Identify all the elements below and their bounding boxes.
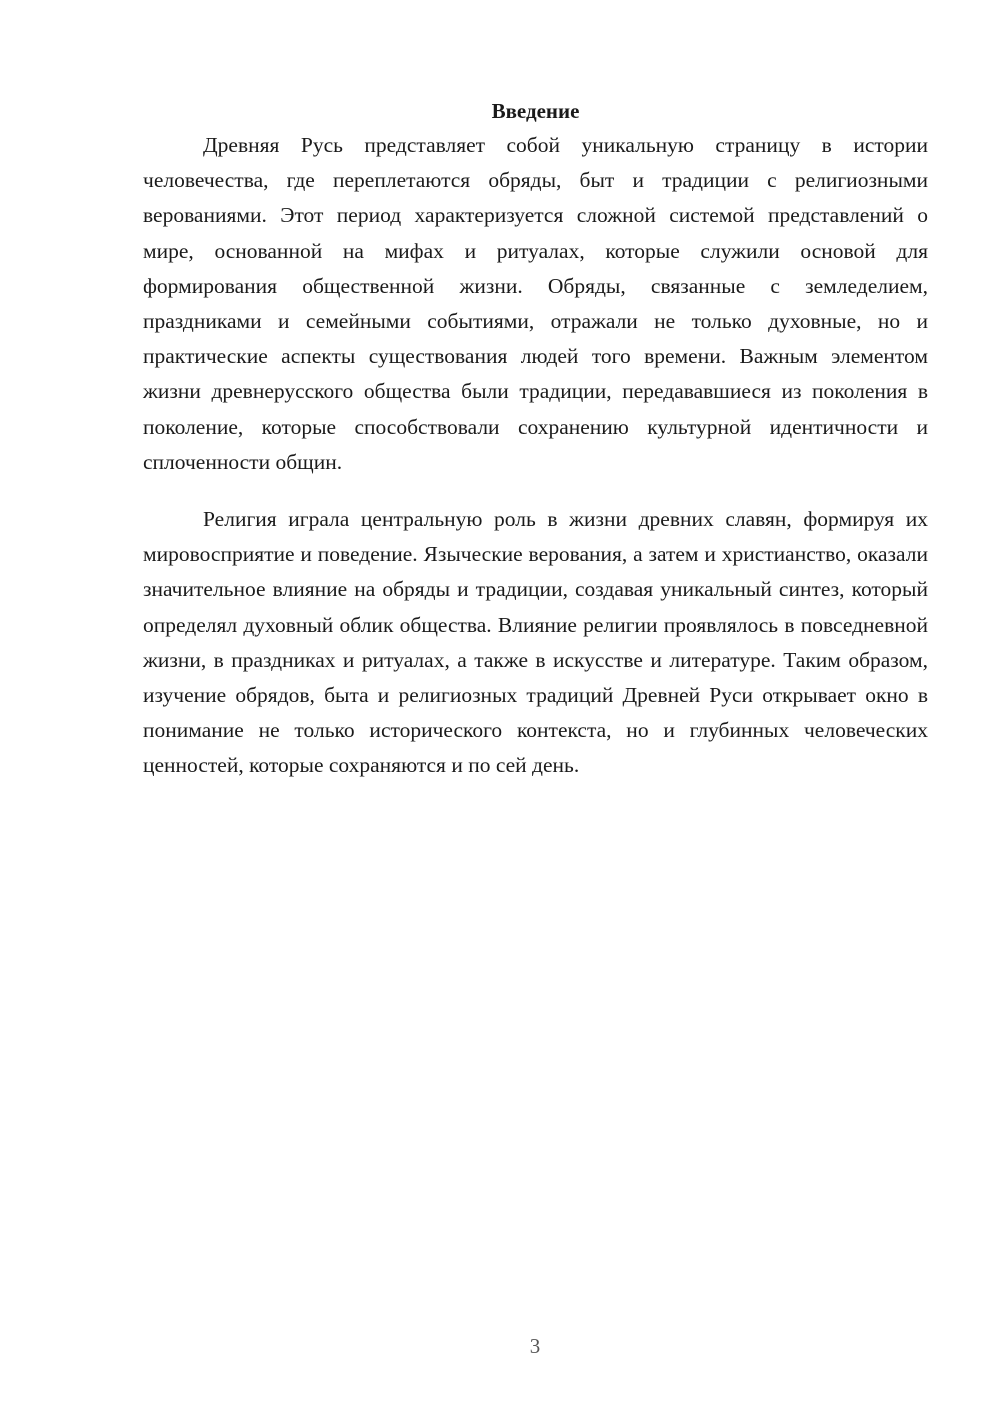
- section-heading: Введение: [491, 99, 580, 123]
- page-number: 3: [529, 1334, 541, 1358]
- paragraph-2: Религия играла центральную роль в жизни древних славян, формируя их мировосприятие и поведение. Языческие верования, а затем и христианство, оказали значительное влияние на обряды и традиции, создавая уникальный синтез, который определял духовный облик общества. Влияние религии проявлялось в повседневной жизни, в праздниках и ритуалах, а также в искусстве и литературе. Таким образом, изучение обрядов, быта и религиозных традиций Древней Руси открывает окно в понимание не только исторического контекста, но и глубинных человеческих ценностей, которые сохраняются и по сей день.: [143, 507, 928, 778]
- paragraph-1: Древняя Русь представляет собой уникальную страницу в истории человечества, где переплетаются обряды, быт и традиции с религиозными верованиями. Этот период характеризуется сложной системой представлений о мире, основанной на мифах и ритуалах, которые служили основой для формирования общественной жизни. Обряды, связанные с земледелием, праздниками и семейными событиями, отражали не только духовные, но и практические аспекты существования людей того времени. Важным элементом жизни древнерусского общества были традиции, передававшиеся из поколения в поколение, которые способствовали сохранению культурной идентичности и сплоченности общин.: [143, 133, 928, 474]
- page-content: [143, 96, 928, 784]
